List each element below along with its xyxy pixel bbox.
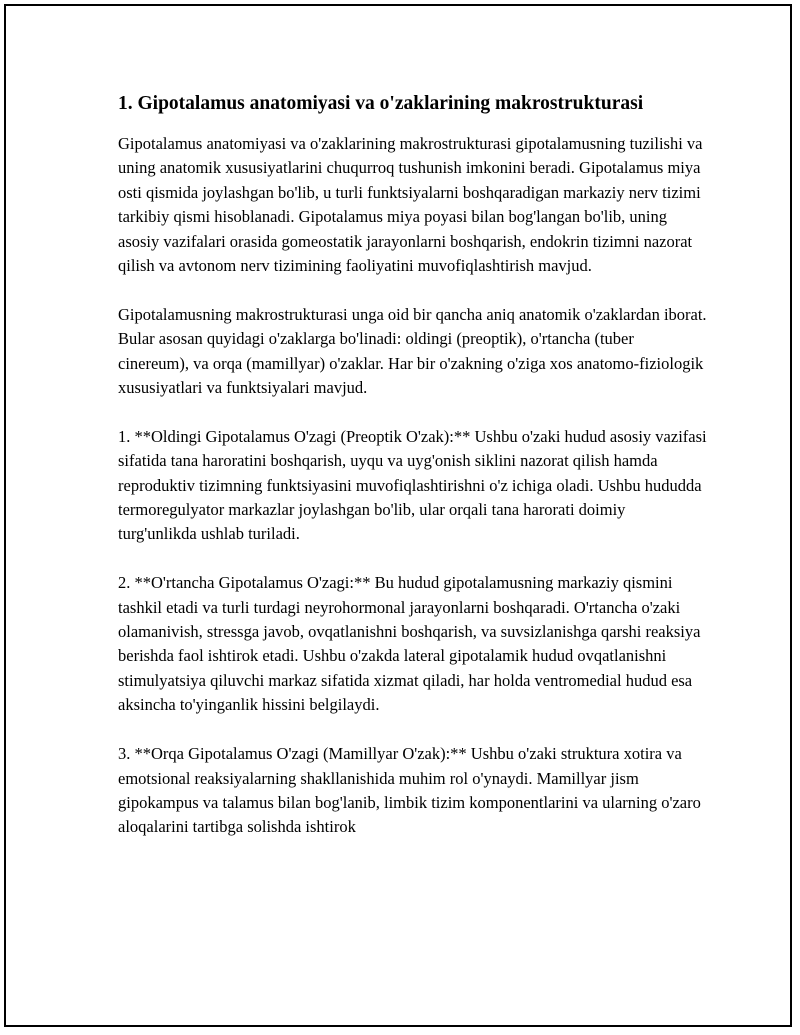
paragraph-posterior-nucleus: 3. **Orqa Gipotalamus O'zagi (Mamillyar O'zak):** Ushbu o'zaki struktura xotira va emotsional reaksiyalarning shakllanishida muhim rol o'ynaydi. Mamillyar jism gipokampus va talamus bilan bog'lanib, limbik tizim komponentlarini va ularning o'zaro aloqalarini tartibga solishda ishtirok xyxy=(118,744,701,837)
document-body xyxy=(118,90,708,864)
paragraph-middle-nucleus: 2. **O'rtancha Gipotalamus O'zagi:** Bu hudud gipotalamusning markaziy qismini tashkil etadi va turli turdagi neyrohormonal jarayonlarni boshqaradi. O'rtancha o'zaki olamanivish, stressga javob, ovqatlanishni boshqarish, va suvsizlanishga qarshi reaksiya berishda faol ishtirok etadi. Ushbu o'zakda lateral gipotalamik hudud ovqatlanishni stimulyatsiya qiluvchi markaz sifatida xizmat qiladi, har holda ventromedial hudud esa aksincha to'yinganlik hissini belgilaydi. xyxy=(118,573,701,715)
section-heading: 1. Gipotalamus anatomiyasi va o'zaklarining makrostrukturasi xyxy=(118,93,644,114)
paragraph-anterior-nucleus: 1. **Oldingi Gipotalamus O'zagi (Preoptik O'zak):** Ushbu o'zaki hudud asosiy vazifasi sifatida tana haroratini boshqarish, uyqu va uyg'onish siklini nazorat qilish hamda reproduktiv tizimning funktsiyasini muvofiqlashtirishni o'z ichiga oladi. Ushbu hududda termoregulyator markazlar joylashgan bo'lib, ular orqali tana harorati doimiy turg'unlikda ushlab turiladi. xyxy=(118,426,707,544)
paragraph-intro: Gipotalamus anatomiyasi va o'zaklarining makrostrukturasi gipotalamusning tuzilishi va uning anatomik xususiyatlarini chuqurroq tushunish imkonini beradi. Gipotalamus miya osti qismida joylashgan bo'lib, u turli funktsiyalarni boshqaradigan markaziy nerv tizimi tarkibiy qismi hisoblanadi. Gipotalamus miya poyasi bilan bog'langan bo'lib, uning asosiy vazifalari orasida gomeostatik jarayonlarni boshqarish, endokrin tizimni nazorat qilish va avtonom nerv tizimining faoliyatini muvofiqlashtirish mavjud. xyxy=(118,134,703,276)
paragraph-macrostructure: Gipotalamusning makrostrukturasi unga oid bir qancha aniq anatomik o'zaklardan iborat. Bular asosan quyidagi o'zaklarga bo'linadi: oldingi (preoptik), o'rtancha (tuber cinereum), va orqa (mamillyar) o'zaklar. Har bir o'zakning o'ziga xos anatomo-fiziologik xususiyatlari va funktsiyalari mavjud. xyxy=(118,304,707,398)
